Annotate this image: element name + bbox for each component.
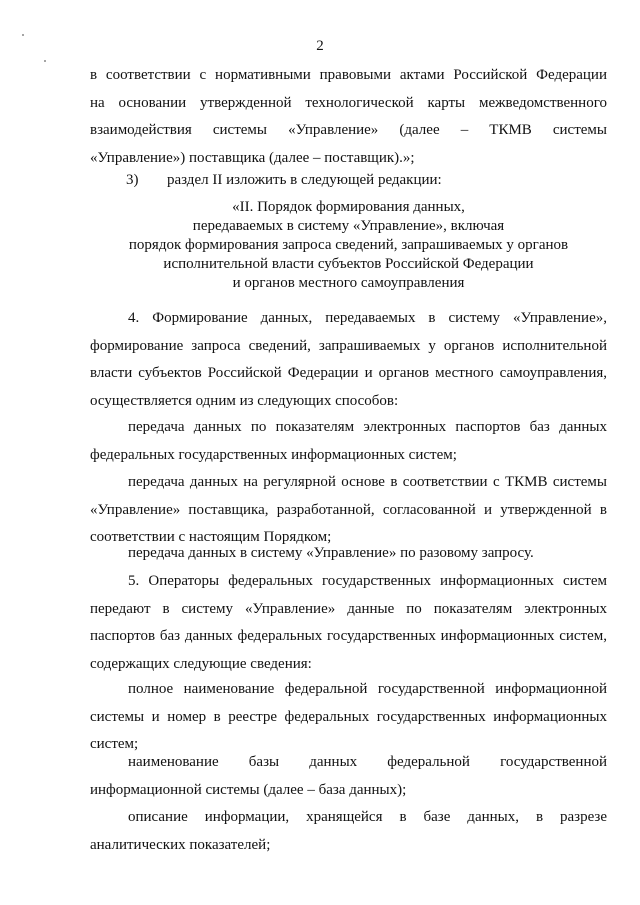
info-item-3: описание информации, хранящейся в базе данных, в разрезе аналитических показателей; bbox=[90, 809, 607, 853]
section-heading-line: исполнительной власти субъектов Российской Федерации bbox=[163, 256, 534, 272]
method-item-3: передача данных в систему «Управление» по разовому запросу. bbox=[128, 545, 534, 561]
item-number: 3) bbox=[126, 172, 139, 188]
method-item-2: передача данных на регулярной основе в соответствии с ТКМВ системы «Управление» поставщика, разработанной, согласованной и утвержденной в соответствии с настоящим Порядком; bbox=[90, 474, 607, 545]
intro-line-2: на основании утвержденной технологической карты межведомственного bbox=[90, 95, 607, 111]
scan-speck bbox=[44, 60, 46, 62]
item-text: раздел II изложить в следующей редакции: bbox=[167, 172, 442, 188]
paragraph-4: 4. Формирование данных, передаваемых в систему «Управление», формирование запроса сведений, запрашиваемых у органов исполнительной власти субъектов Российской Федерации и органов местного самоуправления, осуществляется одним из следующих способов: bbox=[90, 310, 607, 409]
scan-speck bbox=[22, 34, 24, 36]
paragraph-5: 5. Операторы федеральных государственных информационных систем передают в систему «Управление» данные по показателям электронных паспортов баз данных федеральных государственных информационных систем, содержащих следующие сведения: bbox=[90, 573, 607, 672]
info-item-2: наименование базы данных федеральной государственной информационной системы (далее – база данных); bbox=[90, 754, 607, 798]
intro-line-1: в соответствии с нормативными правовыми актами Российской Федерации bbox=[90, 67, 607, 83]
info-item-1: полное наименование федеральной государственной информационной системы и номер в реестре федеральных государственных информационных систем; bbox=[90, 681, 607, 752]
section-heading-line: передаваемых в систему «Управление», включая bbox=[192, 218, 505, 234]
method-item-1: передача данных по показателям электронных паспортов баз данных федеральных государственных информационных систем; bbox=[90, 419, 607, 463]
section-heading-line: «II. Порядок формирования данных, bbox=[232, 199, 465, 215]
section-heading bbox=[90, 198, 607, 293]
intro-line-4: «Управление») поставщика (далее – поставщик).»; bbox=[90, 150, 415, 166]
section-heading-line: и органов местного самоуправления bbox=[232, 275, 465, 291]
page-number: 2 bbox=[316, 38, 324, 54]
intro-line-3: взаимодействия системы «Управление» (далее – ТКМВ системы bbox=[90, 122, 607, 138]
section-heading-line: порядок формирования запроса сведений, запрашиваемых у органов bbox=[128, 237, 569, 253]
